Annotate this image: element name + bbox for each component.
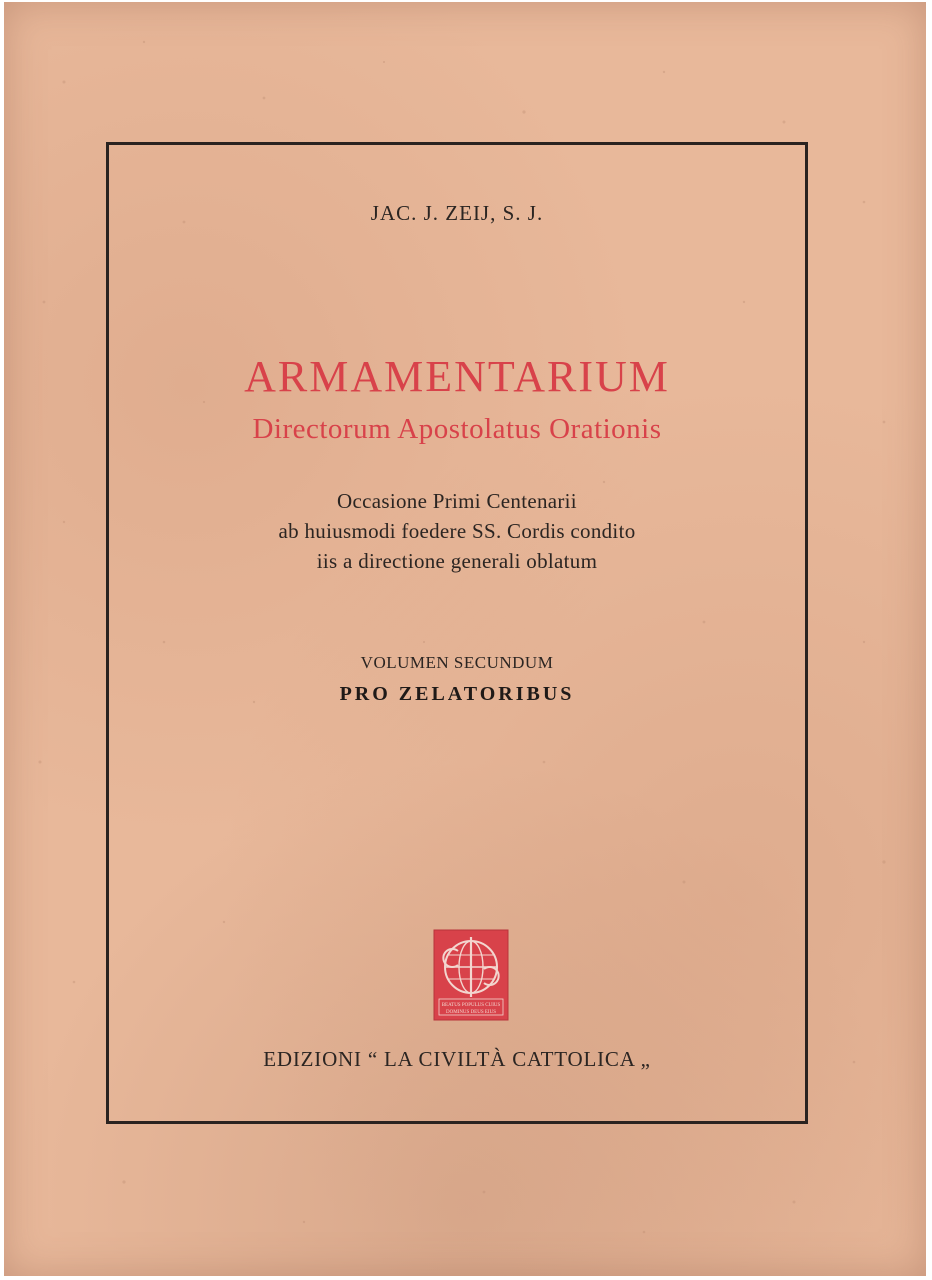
occasion-line: ab huiusmodi foedere SS. Cordis condito bbox=[278, 519, 636, 543]
emblem-motto-line1: BEATUS POPULUS CUIUS bbox=[441, 1003, 501, 1008]
book-cover bbox=[4, 2, 926, 1276]
author-name: JAC. J. ZEIJ, S. J. bbox=[370, 201, 544, 225]
cover-border-frame bbox=[106, 142, 808, 1124]
publisher-emblem-icon bbox=[433, 929, 509, 1021]
occasion-line: Occasione Primi Centenarii bbox=[337, 489, 577, 513]
volume-number: VOLUMEN SECUNDUM bbox=[360, 653, 554, 672]
occasion-line: iis a directione generali oblatum bbox=[316, 549, 598, 573]
emblem-motto-line2: DOMINUS DEUS EIUS bbox=[445, 1010, 497, 1015]
book-subtitle: Directorum Apostolatus Orationis bbox=[252, 413, 662, 445]
publisher-name: EDIZIONI “ LA CIVILTÀ CATTOLICA „ bbox=[263, 1047, 651, 1071]
volume-title: PRO ZELATORIBUS bbox=[339, 683, 575, 705]
book-title: ARMAMENTARIUM bbox=[244, 352, 670, 401]
